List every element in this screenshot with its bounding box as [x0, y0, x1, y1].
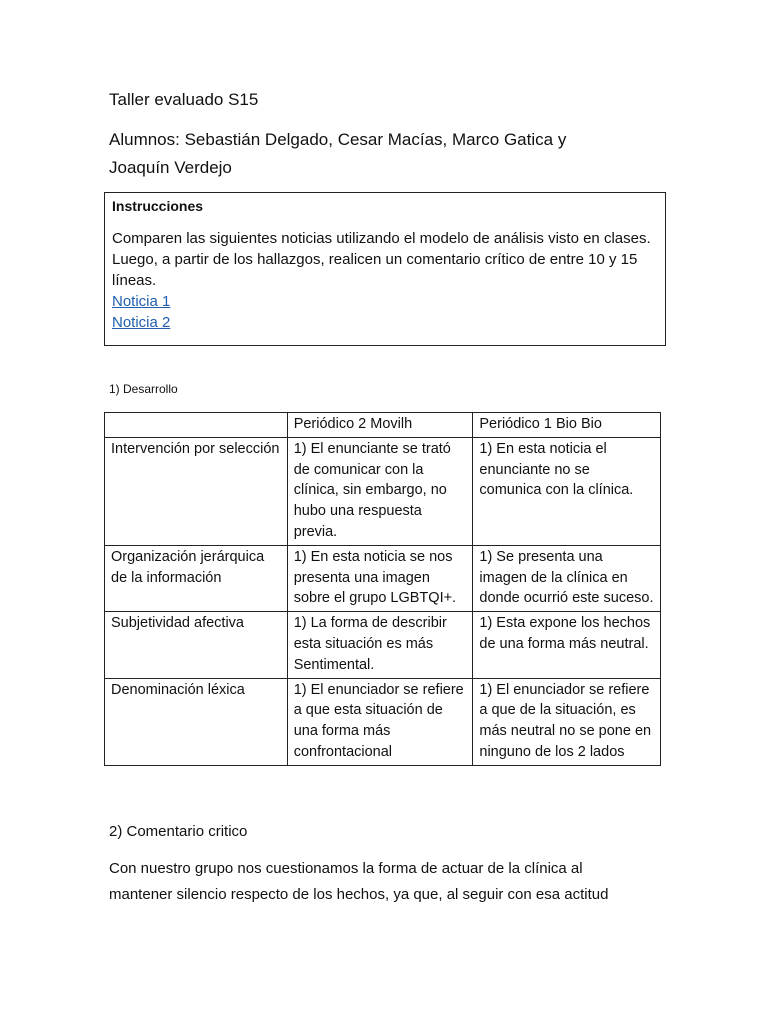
analysis-table: [104, 412, 661, 766]
instructions-text: Comparen las siguientes noticias utilizando el modelo de análisis visto en clases. Luego, a partir de los hallazgos, realicen un comentario crítico de entre 10 y 15 líneas.: [112, 230, 651, 289]
comment-line-2: mantener silencio respecto de los hechos, ya que, al seguir con esa actitud: [109, 886, 609, 903]
students-line-1: Alumnos: Sebastián Delgado, Cesar Macías, Marco Gatica y: [109, 130, 567, 149]
table-row: [105, 437, 661, 545]
table-criterion-cell: Subjetividad afectiva: [105, 612, 288, 678]
table-header-cell: Periódico 2 Movilh: [287, 413, 473, 438]
section-comentario-label: 2) Comentario critico: [109, 823, 248, 840]
students-line-2: Joaquín Verdejo: [109, 158, 232, 177]
table-header-cell: Periódico 1 Bio Bio: [473, 413, 661, 438]
comment-line-1: Con nuestro grupo nos cuestionamos la forma de actuar de la clínica al: [109, 860, 583, 877]
table-criterion-cell: Denominación léxica: [105, 678, 288, 765]
table-cell: 1) El enunciante se trató de comunicar con la clínica, sin embargo, no hubo una respuesta previa.: [287, 437, 473, 545]
table-cell: 1) El enunciador se refiere a que de la situación, es más neutral no se pone en ninguno de los 2 lados: [473, 678, 661, 765]
table-header-row: [105, 413, 661, 438]
table-criterion-cell: Organización jerárquica de la información: [105, 545, 288, 611]
table-criterion-cell: Intervención por selección: [105, 437, 288, 545]
document-title: Taller evaluado S15: [109, 90, 259, 109]
table-row: [105, 678, 661, 765]
students-list: [109, 126, 669, 182]
table-cell: 1) En esta noticia se nos presenta una imagen sobre el grupo LGBTQI+.: [287, 545, 473, 611]
instructions-heading: Instrucciones: [112, 198, 204, 214]
comment-paragraph: [109, 856, 669, 908]
table-cell: 1) En esta noticia el enunciante no se comunica con la clínica.: [473, 437, 661, 545]
link-noticia-1[interactable]: Noticia 1: [112, 293, 171, 310]
table-row: [105, 545, 661, 611]
table-cell: 1) Se presenta una imagen de la clínica en donde ocurrió este suceso.: [473, 545, 661, 611]
table-row: [105, 612, 661, 678]
section-desarrollo-label: 1) Desarrollo: [109, 382, 178, 396]
instructions-box: [104, 192, 666, 346]
table-cell: 1) Esta expone los hechos de una forma más neutral.: [473, 612, 661, 678]
table-header-cell: [105, 413, 288, 438]
link-noticia-2[interactable]: Noticia 2: [112, 314, 171, 331]
table-cell: 1) La forma de describir esta situación es más Sentimental.: [287, 612, 473, 678]
table-cell: 1) El enunciador se refiere a que esta situación de una forma más confrontacional: [287, 678, 473, 765]
